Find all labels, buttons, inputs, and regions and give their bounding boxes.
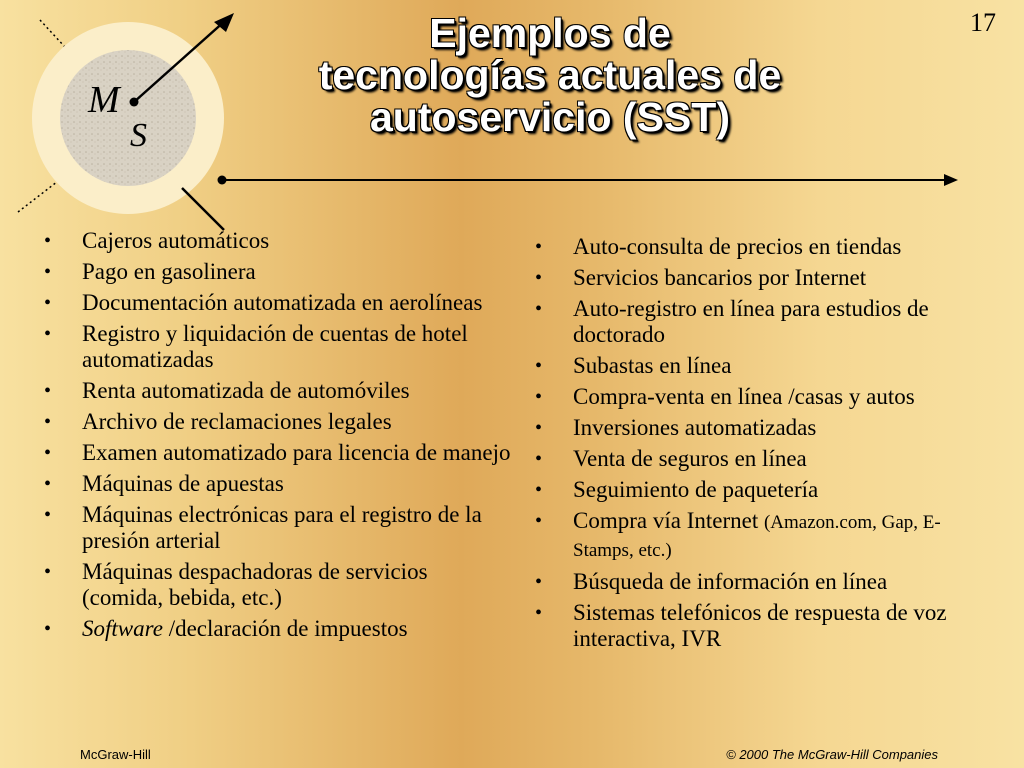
list-item: • Compra-venta en línea /casas y autos xyxy=(535,384,985,410)
logo-dot xyxy=(130,98,139,107)
footer-publisher: McGraw-Hill xyxy=(80,747,151,762)
list-item: • Búsqueda de información en línea xyxy=(535,569,985,595)
logo-letter-m: M xyxy=(88,79,120,121)
title-line-3: autoservicio (SST) xyxy=(370,94,730,140)
list-item: • Documentación automatizada en aerolíneas xyxy=(44,290,514,316)
page-number: 17 xyxy=(970,8,996,37)
title-line-2: tecnologías actuales de xyxy=(318,52,782,98)
list-item: • Seguimiento de paquetería xyxy=(535,477,985,503)
list-item: • Cajeros automáticos xyxy=(44,228,514,254)
slide-title xyxy=(230,12,870,138)
list-item: • Sistemas telefónicos de respuesta de voz interactiva, IVR xyxy=(535,600,985,652)
list-item: • Auto-registro en línea para estudios de doctorado xyxy=(535,296,985,348)
logo-dotted-line-bottom xyxy=(18,178,62,212)
list-item: • Venta de seguros en línea xyxy=(535,446,985,472)
list-item: • Máquinas electrónicas para el registro de la presión arterial xyxy=(44,502,514,554)
logo-letter-s: S xyxy=(130,117,147,154)
list-item: • Máquinas de apuestas xyxy=(44,471,514,497)
list-item: • Registro y liquidación de cuentas de hotel automatizadas xyxy=(44,321,514,373)
list-item xyxy=(44,616,514,642)
list-item: • Subastas en línea xyxy=(535,353,985,379)
footer-copyright: © 2000 The McGraw-Hill Companies xyxy=(726,747,938,762)
logo-ms xyxy=(0,0,260,240)
list-item: • Máquinas despachadoras de servicios (comida, bebida, etc.) xyxy=(44,559,514,611)
list-item-note: (Amazon.com, Gap, E-Stamps, etc.) xyxy=(573,512,941,561)
title-line-1: Ejemplos de xyxy=(429,10,671,56)
list-item xyxy=(535,508,985,564)
right-bullet-list xyxy=(535,234,985,657)
list-item: • Pago en gasolinera xyxy=(44,259,514,285)
list-item: • Examen automatizado para licencia de manejo xyxy=(44,440,514,466)
software-italic: Software xyxy=(82,616,163,641)
list-item: • Inversiones automatizadas xyxy=(535,415,985,441)
list-item: • Archivo de reclamaciones legales xyxy=(44,409,514,435)
left-bullet-list xyxy=(44,228,514,647)
logo-stem xyxy=(182,188,224,230)
logo-inner-disc xyxy=(60,50,196,186)
list-item: • Servicios bancarios por Internet xyxy=(535,265,985,291)
list-item: • Auto-consulta de precios en tiendas xyxy=(535,234,985,260)
list-item: • Renta automatizada de automóviles xyxy=(44,378,514,404)
list-item-text: Compra vía Internet xyxy=(573,508,759,533)
list-item-text: /declaración de impuestos xyxy=(168,616,408,641)
